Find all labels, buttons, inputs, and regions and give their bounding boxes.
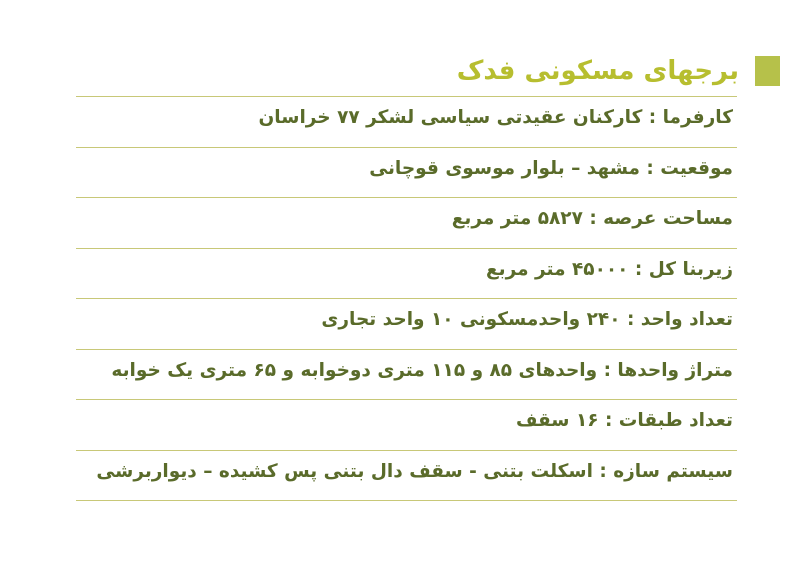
- list-item-total-floor-area: [76, 249, 737, 300]
- header: [0, 52, 795, 92]
- employer-text: کارفرما : کارکنان عقیدتی سیاسی لشکر ۷۷ خراسان: [258, 107, 733, 128]
- structural-system-text: سیستم سازه : اسکلت بتنی - سقف دال بتنی پس کشیده – دیواربرشی: [96, 460, 733, 482]
- site-area-text: مساحت عرصه : ۵۸۲۷ متر مربع: [451, 208, 733, 229]
- list-item-employer: [76, 97, 737, 148]
- unit-sizes-text: متراژ واحدها : واحدهای ۸۵ و ۱۱۵ متری دوخوابه و ۶۵ متری یک خوابه: [111, 359, 733, 381]
- list-item-location: [76, 148, 737, 199]
- list-item-unit-count: [76, 299, 737, 350]
- list-item-structural-system: [76, 451, 737, 502]
- project-details-list: [76, 96, 737, 501]
- accent-square: [755, 56, 780, 86]
- unit-count-text: تعداد واحد : ۲۴۰ واحدمسکونی ۱۰ واحد تجاری: [321, 309, 733, 330]
- list-item-unit-sizes: [76, 350, 737, 401]
- list-item-floor-count: [76, 400, 737, 451]
- list-item-site-area: [76, 198, 737, 249]
- location-text: موقعیت : مشهد – بلوار موسوی قوچانی: [369, 157, 733, 179]
- total-floor-area-text: زیربنا کل : ۴۵۰۰۰ متر مربع: [486, 258, 733, 280]
- floor-count-text: تعداد طبقات : ۱۶ سقف: [515, 410, 733, 431]
- page-title: برجهای مسکونی فدک: [456, 56, 739, 86]
